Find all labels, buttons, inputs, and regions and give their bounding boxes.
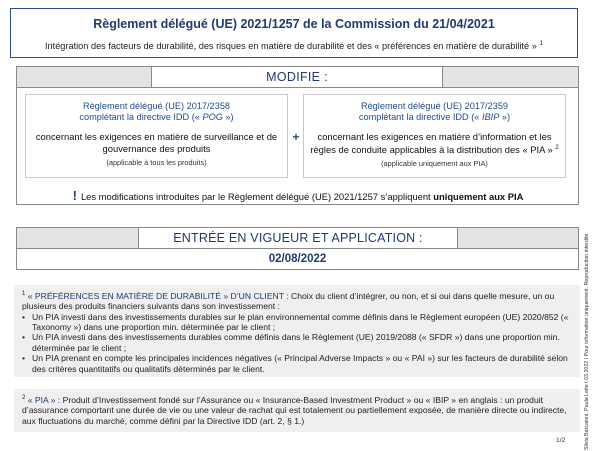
definition1-intro (22, 289, 572, 312)
ibip-acronym: IBIP (481, 112, 500, 122)
modification-note-emphasis: uniquement aux PIA (433, 191, 524, 202)
regulation-pog-scope: (applicable à tous les produits) (106, 158, 207, 167)
side-credit-text: Silvia Barcaioni, Paula Leite I 03 2022 I Pour information uniquement. Reproduction interdite (584, 233, 590, 450)
subtitle-text: Intégration des facteurs de durabilité, des risques en matière de durabilité et des « préférences en matière de durabilité » (44, 41, 537, 52)
pog-subtitle-post: ») (222, 112, 234, 122)
pog-acronym: POG (202, 112, 223, 122)
plus-sign: + (292, 130, 300, 144)
entry-date: 02/08/2022 (268, 253, 327, 265)
title-box (10, 8, 578, 58)
definition1-list (22, 312, 572, 374)
list-item: • Un PIA prenant en compte les principales incidences négatives (« Principal Adverse Impacts » ou « PAI ») sur les facteurs de durabilité selon des critères quantitatifs ou qualitatifs déterminés par le client. (22, 353, 572, 374)
list-item: • Un PIA investi dans des investissements durables sur le plan environnemental comme définis dans le Règlement européen (UE) 2020/852 (« Taxonomy ») dans une proportion min. déterminée par le client ; (22, 312, 572, 333)
ibip-concern-text: concernant les exigences en matière d’information et les règles de conduite applicables à la distribution des « PIA » (310, 131, 553, 155)
definition-sustainability-preferences (14, 285, 580, 377)
ibip-subtitle-post: ») (499, 112, 511, 122)
regulation-ibip-subtitle (304, 112, 565, 123)
modification-note (20, 188, 576, 203)
list-item: • Un PIA investi dans des investissements durables comme définis dans le Règlement (UE) 2019/2088 (« SFDR ») dans une proportion min. déterminée par le client ; (22, 332, 572, 353)
pog-subtitle-pre: complétant la directive IDD (« (79, 112, 203, 122)
modification-note-text: Les modifications introduites par le Règlement délégué (UE) 2021/1257 s’appliquent (80, 191, 431, 202)
definition2-term: « PIA » : (27, 394, 61, 405)
regulation-ibip-box (303, 94, 566, 178)
regulation-pog-concern: concernant les exigences en matière de surveillance et de gouvernance des produits (35, 131, 278, 154)
modifie-heading: MODIFIE : (151, 66, 443, 88)
regulation-ibip-concern (304, 131, 565, 155)
definition1-intro-text: Choix du client d’intégrer, ou non, et si oui dans quelle mesure, un ou plusieurs des produits financiers suivants dans son investissement : (22, 290, 555, 312)
footnote-ref-2: 2 (555, 144, 559, 151)
page-number: 1/2 (556, 437, 566, 444)
definition1-term: « PRÉFÉRENCES EN MATIÈRE DE DURABILITÉ » D’UN CLIENT : (27, 290, 289, 301)
definition1-footnote-mark: 1 (22, 291, 26, 297)
ibip-subtitle-pre: complétant la directive IDD (« (358, 112, 482, 122)
regulation-pog-subtitle (26, 112, 287, 123)
regulation-ibip-title: Règlement délégué (UE) 2017/2359 (360, 101, 509, 111)
regulation-ibip-scope: (applicable uniquement aux PIA) (381, 159, 488, 169)
entree-heading: ENTRÉE EN VIGUEUR ET APPLICATION : (138, 227, 458, 249)
definition2-text: Produit d’Investissement fondé sur l’Assurance ou « Insurance-Based Investment Product » ou « IBIP » en anglais : un produit d’assurance comportant une durée de vie ou une valeur de rachat qui est totalement ou partiellement exposée, de manière directe ou indirecte, aux fluctuations du marché, comme défini par la Directive IDD (art. 2, § 1.) (22, 394, 567, 426)
definition-pia (14, 389, 580, 432)
regulation-pog-box (25, 94, 288, 178)
regulation-pog-title: Règlement délégué (UE) 2017/2358 (82, 101, 231, 111)
side-credit (583, 150, 593, 450)
document-subtitle (11, 40, 577, 51)
exclamation-icon: ! (72, 188, 77, 203)
footnote-ref-1: 1 (539, 40, 543, 47)
definition2-footnote-mark: 2 (22, 395, 26, 401)
document-title: Règlement délégué (UE) 2021/1257 de la Commission du 21/04/2021 (93, 17, 495, 31)
